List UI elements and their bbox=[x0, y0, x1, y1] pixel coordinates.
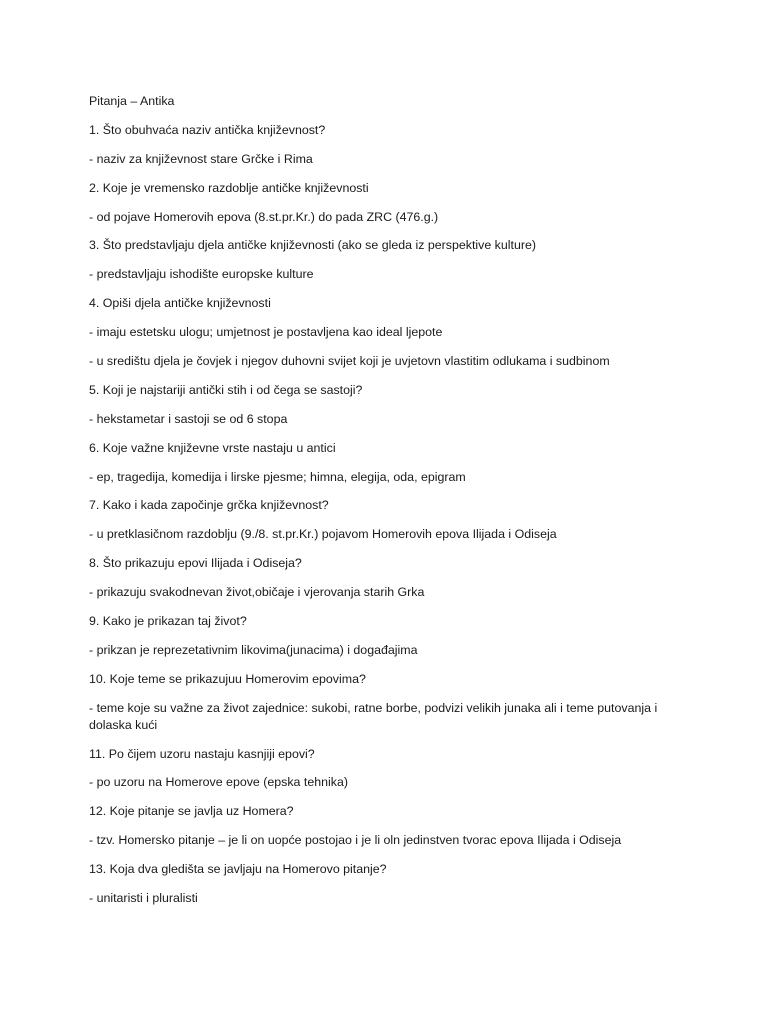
answer-6: - ep, tragedija, komedija i lirske pjesme; himna, elegija, oda, epigram bbox=[89, 469, 466, 484]
question-7: 7. Kako i kada započinje grčka književnost? bbox=[89, 498, 329, 513]
question-5: 5. Koji je najstariji antički stih i od čega se sastoji? bbox=[89, 382, 363, 397]
document-title: Pitanja – Antika bbox=[89, 94, 175, 108]
answer-5: - hekstametar i sastoji se od 6 stopa bbox=[89, 411, 288, 426]
answer-4a: - imaju estetsku ulogu; umjetnost je postavljena kao ideal ljepote bbox=[89, 325, 443, 340]
question-9: 9. Kako je prikazan taj život? bbox=[89, 614, 247, 629]
question-2: 2. Koje je vremensko razdoblje antičke književnosti bbox=[89, 180, 369, 195]
answer-13: - unitaristi i pluralisti bbox=[89, 891, 198, 906]
answer-3: - predstavljaju ishodište europske kulture bbox=[89, 267, 314, 282]
answer-1: - naziv za književnost stare Grčke i Rima bbox=[89, 151, 313, 166]
answer-10: - teme koje su važne za život zajednice: sukobi, ratne borbe, podvizi velikih junaka ali i teme putovanja i dolaska kući bbox=[89, 700, 658, 732]
question-3: 3. Što predstavljaju djela antičke književnosti (ako se gleda iz perspektive kulture) bbox=[89, 238, 536, 253]
question-11: 11. Po čijem uzoru nastaju kasnjiji epovi? bbox=[89, 746, 315, 761]
answer-11: - po uzoru na Homerove epove (epska tehnika) bbox=[89, 775, 348, 790]
question-4: 4. Opiši djela antičke književnosti bbox=[89, 296, 271, 311]
question-12: 12. Koje pitanje se javlja uz Homera? bbox=[89, 804, 294, 819]
answer-2: - od pojave Homerovih epova (8.st.pr.Kr.) do pada ZRC (476.g.) bbox=[89, 209, 439, 224]
question-10: 10. Koje teme se prikazujuu Homerovim epovima? bbox=[89, 671, 366, 686]
question-13: 13. Koja dva gledišta se javljaju na Homerovo pitanje? bbox=[89, 862, 387, 877]
answer-8: - prikazuju svakodnevan život,običaje i vjerovanja starih Grka bbox=[89, 585, 425, 600]
answer-4b: - u središtu djela je čovjek i njegov duhovni svijet koji je uvjetovn vlastitim odlukama i sudbinom bbox=[89, 354, 610, 369]
document-page bbox=[89, 93, 679, 919]
answer-7: - u pretklasičnom razdoblju (9./8. st.pr.Kr.) pojavom Homerovih epova Ilijada i Odiseja bbox=[89, 527, 557, 542]
question-1: 1. Što obuhvaća naziv antička književnost? bbox=[89, 122, 326, 137]
answer-12: - tzv. Homersko pitanje – je li on uopće postojao i je li oln jedinstven tvorac epova Ilijada i Odiseja bbox=[89, 833, 622, 848]
answer-9: - prikzan je reprezetativnim likovima(junacima) i događajima bbox=[89, 642, 418, 657]
question-8: 8. Što prikazuju epovi Ilijada i Odiseja? bbox=[89, 556, 302, 571]
question-6: 6. Koje važne književne vrste nastaju u antici bbox=[89, 440, 336, 455]
